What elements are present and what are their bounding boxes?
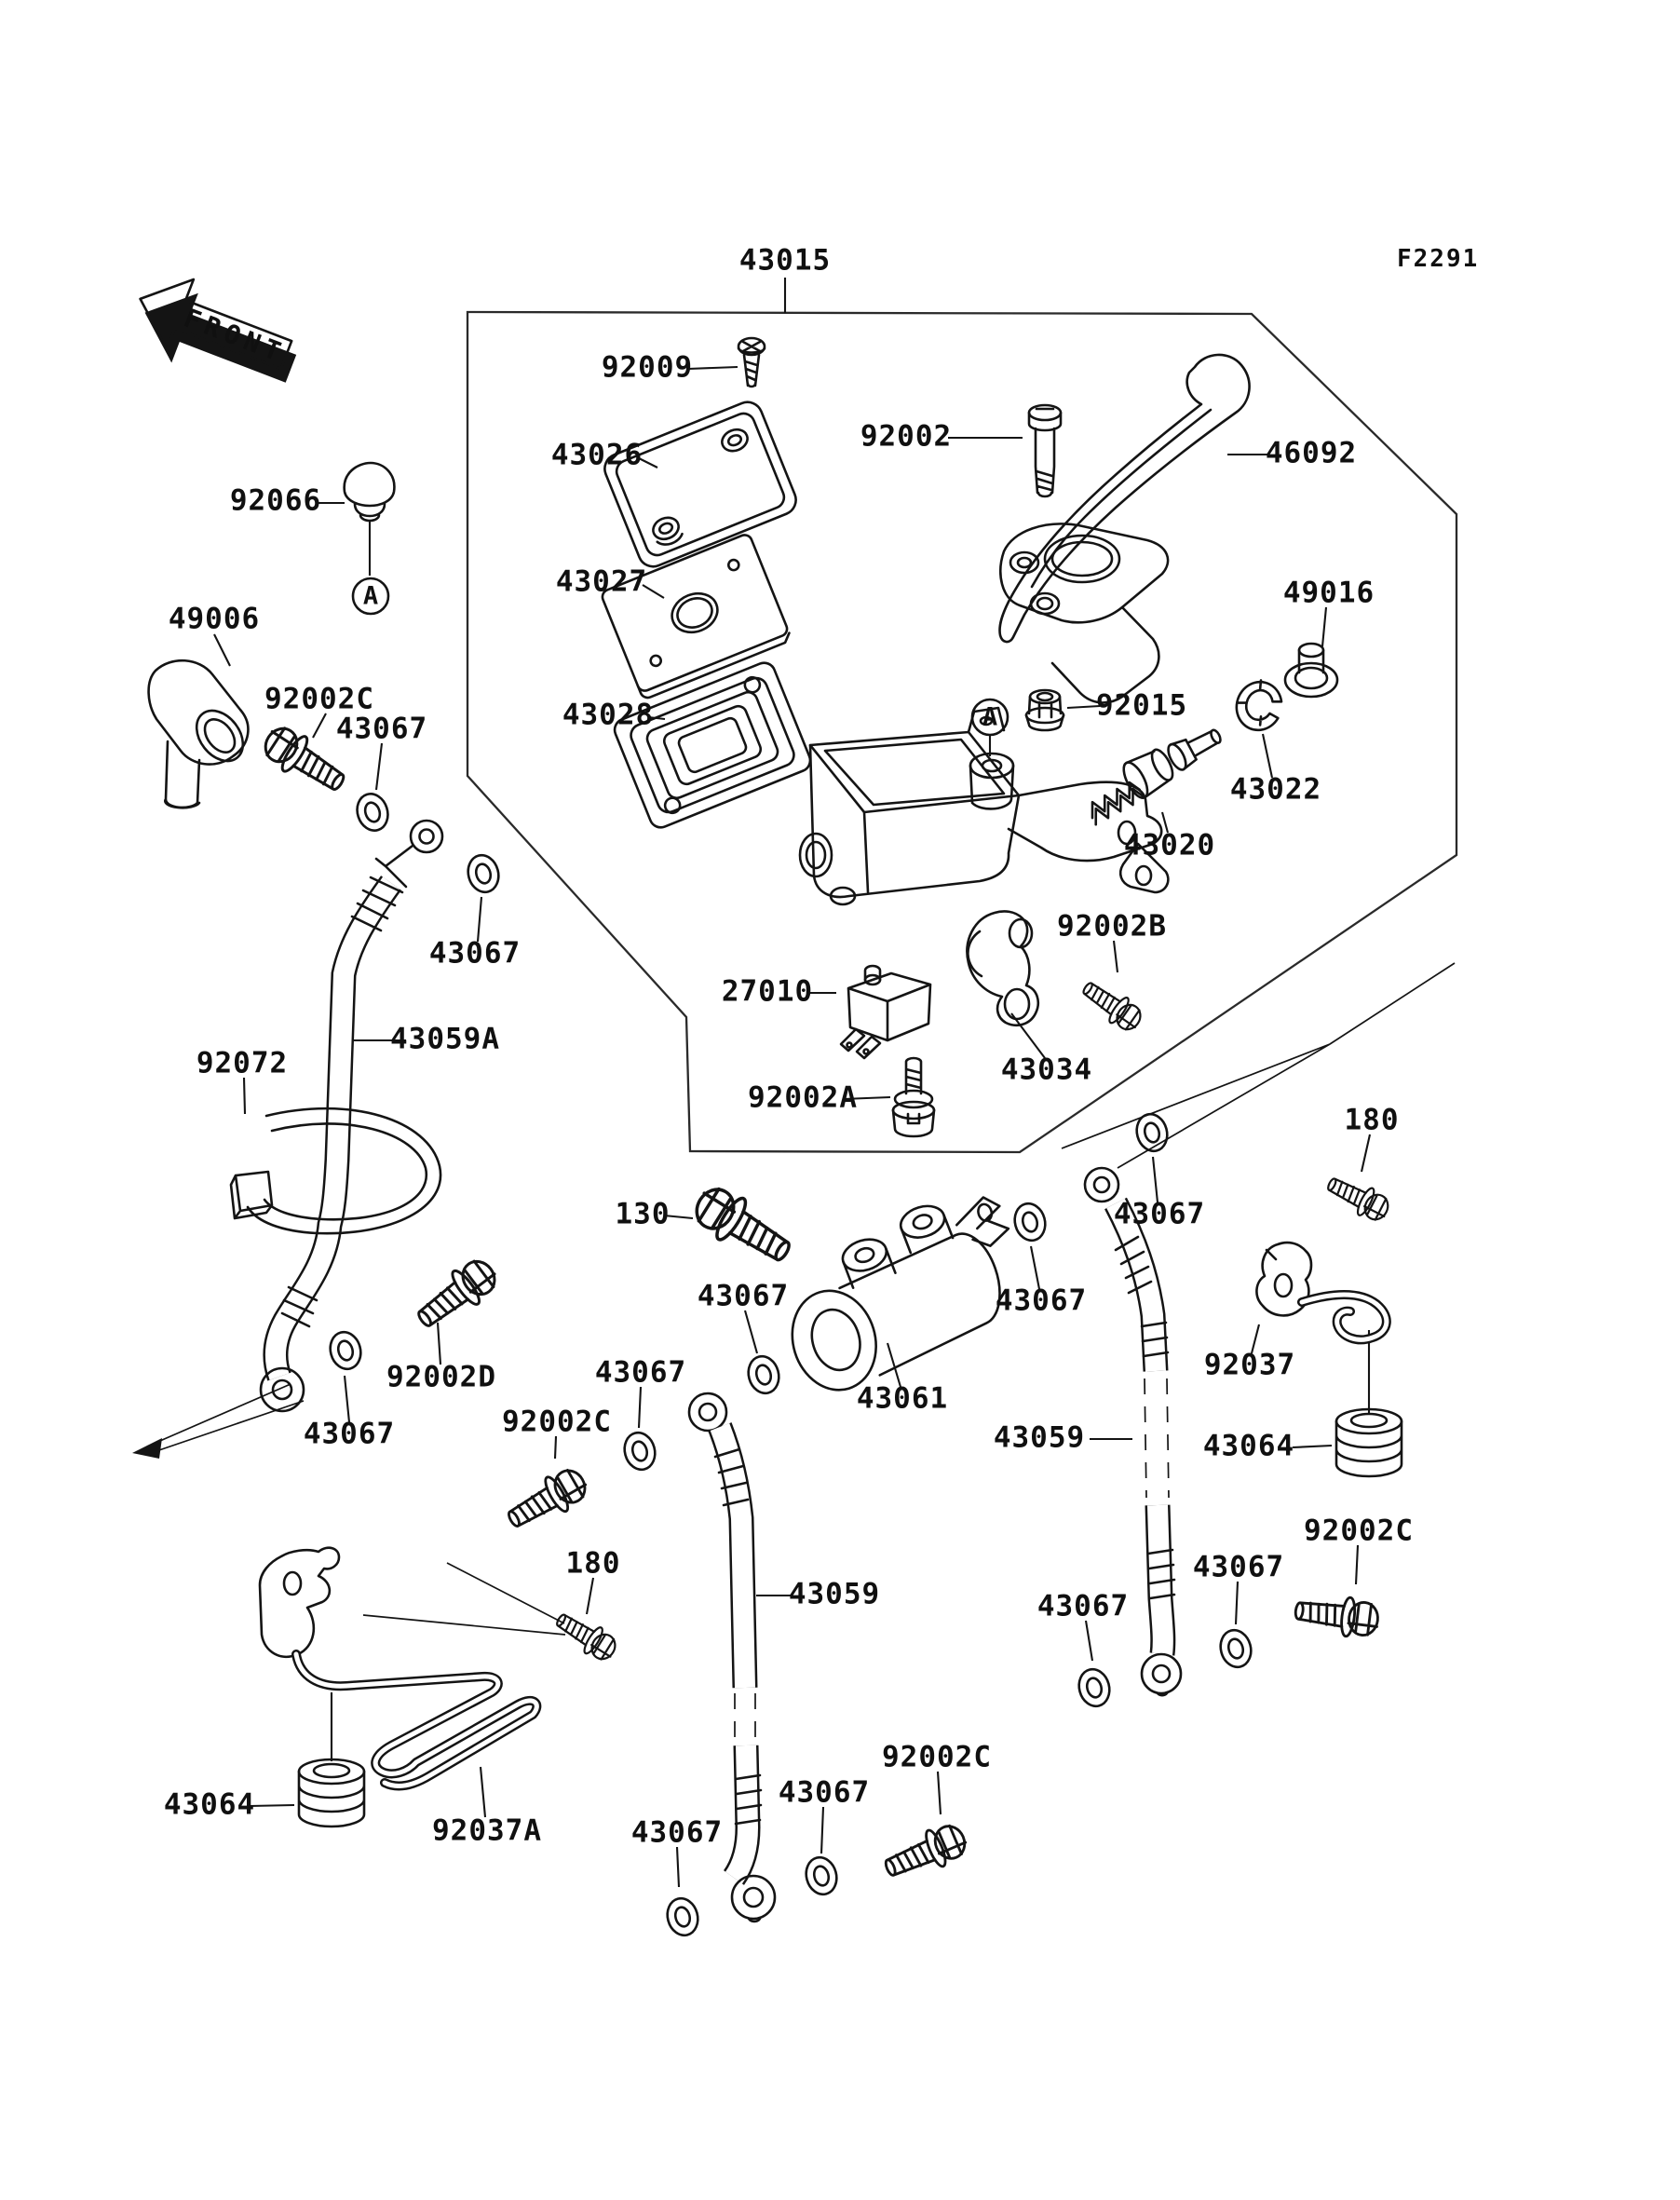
part-label-43067-39: 43067 <box>630 1815 724 1850</box>
part-label-180-35: 180 <box>565 1546 621 1581</box>
piston-boot <box>1285 644 1337 697</box>
balloon-label-1: A <box>982 702 998 732</box>
part-label-43067-22: 43067 <box>428 936 522 971</box>
part-label-43059-36: 43059 <box>788 1577 881 1611</box>
front-arrow <box>123 265 308 404</box>
part-label-49006-7: 49006 <box>168 602 261 636</box>
brake-lever <box>999 355 1249 642</box>
washer <box>1075 1666 1113 1710</box>
part-label-92002D-27: 92002D <box>386 1360 496 1394</box>
washer <box>1010 1201 1049 1244</box>
lever-pivot-bolt <box>1029 405 1061 496</box>
handlebar-clamp <box>967 911 1037 1025</box>
part-label-92002C-42: 92002C <box>1304 1514 1414 1548</box>
washer <box>1216 1627 1254 1671</box>
part-label-43067-43: 43067 <box>1036 1589 1130 1623</box>
banjo-bolt-right <box>1294 1591 1380 1639</box>
clamp-screw-92002b <box>1077 974 1146 1036</box>
part-label-43067-19: 43067 <box>1113 1197 1206 1231</box>
part-label-43034-17: 43034 <box>1000 1052 1093 1087</box>
hose-clamp-hook <box>1256 1243 1386 1339</box>
e-clip <box>1230 675 1287 736</box>
part-label-92015-11: 92015 <box>1095 688 1188 723</box>
washer <box>744 1353 782 1397</box>
brake-hose-upper <box>261 821 442 1411</box>
reservoir-cap-screw <box>738 338 765 387</box>
piston-assembly <box>1077 718 1229 824</box>
flange-bolt-180-left <box>551 1606 621 1665</box>
banjo-bolt-bottom <box>879 1819 970 1887</box>
part-label-43067-40: 43067 <box>778 1775 871 1810</box>
rubber-cap <box>345 463 395 521</box>
figure-code: F2291 <box>1397 245 1480 273</box>
part-label-43064-37: 43064 <box>163 1787 256 1822</box>
part-label-92002-3: 92002 <box>860 419 953 454</box>
washer <box>663 1895 701 1939</box>
part-label-92037A-38: 92037A <box>432 1813 542 1848</box>
part-label-49016-6: 49016 <box>1282 576 1375 610</box>
part-label-92009-1: 92009 <box>601 350 694 385</box>
part-label-43059-30: 43059 <box>993 1420 1086 1455</box>
part-label-130-23: 130 <box>615 1197 671 1231</box>
routing-arrow-left <box>132 1384 304 1459</box>
washer <box>802 1854 840 1898</box>
diaphragm-plate <box>601 533 793 699</box>
part-label-43020-14: 43020 <box>1123 828 1216 862</box>
brake-light-switch <box>841 966 930 1058</box>
part-label-27010-15: 27010 <box>721 974 814 1009</box>
part-label-92002B-16: 92002B <box>1057 909 1167 944</box>
front-arrow-label: FRONT <box>180 302 291 370</box>
part-label-92002C-41: 92002C <box>882 1740 992 1774</box>
part-label-92037-32: 92037 <box>1203 1348 1296 1382</box>
part-label-43067-28: 43067 <box>303 1417 396 1451</box>
bracket-pointer <box>363 1563 565 1635</box>
washer <box>464 852 502 896</box>
part-label-43064-31: 43064 <box>1202 1429 1295 1463</box>
anti-rattle-spring-right <box>1336 1409 1402 1476</box>
reservoir-joint-boot <box>149 660 252 808</box>
banjo-bolt-mid <box>501 1462 592 1537</box>
part-label-43067-26: 43067 <box>594 1355 687 1390</box>
junction-bolt <box>687 1179 798 1273</box>
part-label-92066-5: 92066 <box>229 483 322 518</box>
part-label-43022-12: 43022 <box>1229 772 1322 807</box>
part-label-43015-0: 43015 <box>738 243 832 278</box>
part-label-43059A-20: 43059A <box>390 1022 500 1056</box>
balloon-label-0: A <box>362 581 379 611</box>
part-label-43028-13: 43028 <box>562 698 655 732</box>
anti-rattle-spring-left <box>299 1759 364 1827</box>
part-label-43067-44: 43067 <box>1192 1550 1285 1584</box>
washer <box>620 1430 658 1473</box>
part-label-180-33: 180 <box>1344 1103 1400 1137</box>
part-label-92002C-8: 92002C <box>264 682 374 716</box>
part-label-92072-21: 92072 <box>196 1046 289 1080</box>
diaphragm <box>611 659 813 831</box>
part-label-43067-24: 43067 <box>697 1279 790 1313</box>
part-label-43027-10: 43027 <box>555 564 648 599</box>
routing-arrow-right <box>1062 963 1455 1168</box>
banjo-bolt-92002d <box>410 1253 503 1338</box>
flange-bolt-180-right <box>1322 1170 1393 1226</box>
part-label-43067-9: 43067 <box>335 712 428 746</box>
washer <box>326 1329 364 1373</box>
part-label-43067-34: 43067 <box>995 1283 1088 1318</box>
reservoir-cap <box>601 398 801 571</box>
part-label-92002A-18: 92002A <box>748 1080 858 1115</box>
part-label-92002C-29: 92002C <box>502 1405 612 1439</box>
locknut <box>1026 690 1064 730</box>
balloons-layer <box>353 578 1008 735</box>
washer <box>353 790 393 835</box>
pivot-bolt-lower <box>893 1058 934 1136</box>
part-label-43061-25: 43061 <box>856 1381 949 1416</box>
part-label-43026-2: 43026 <box>550 438 644 472</box>
part-label-46092-4: 46092 <box>1265 436 1358 470</box>
hose-bracket <box>260 1548 536 1786</box>
